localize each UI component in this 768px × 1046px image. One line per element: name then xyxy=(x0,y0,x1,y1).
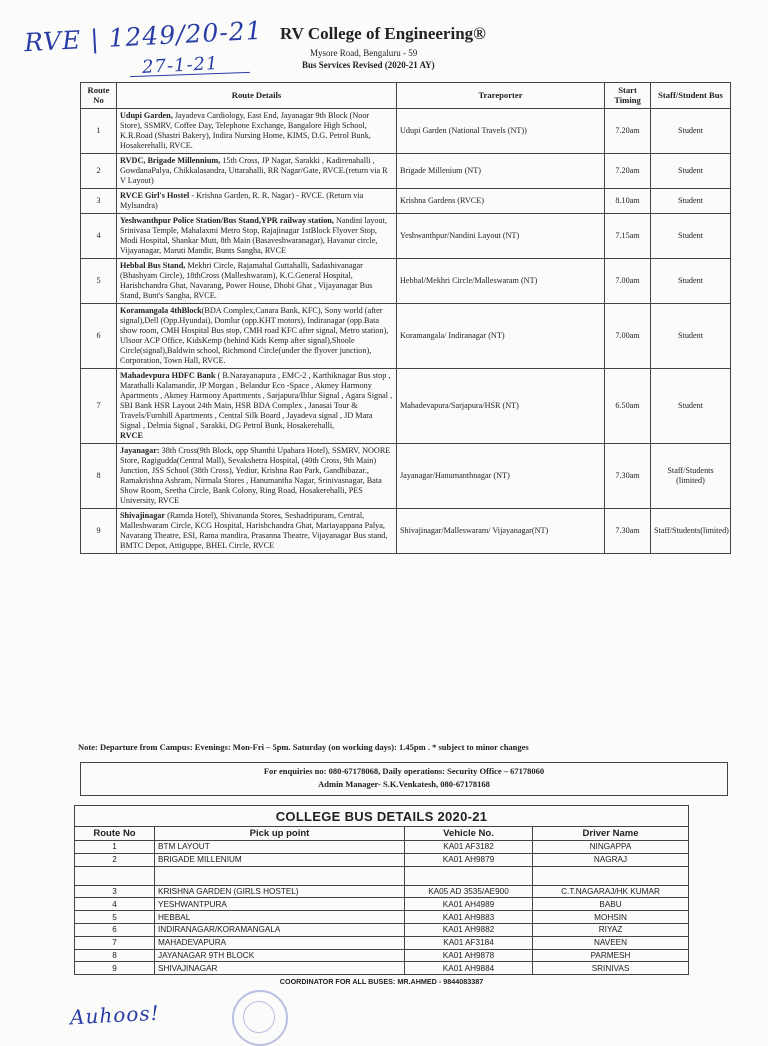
route-transporter: Brigade Millenium (NT) xyxy=(397,153,605,188)
bus-row xyxy=(75,962,689,975)
route-timing: 7.00am xyxy=(605,258,651,303)
bus-row xyxy=(75,949,689,962)
route-transporter: Koramangala/ Indiranagar (NT) xyxy=(397,303,605,368)
bus-row xyxy=(75,853,689,866)
bus-row xyxy=(75,841,689,854)
bus-pickup: MAHADEVAPURA xyxy=(155,936,405,949)
bus-header-route-no: Route No xyxy=(75,827,155,841)
route-bus-type: Student xyxy=(651,153,731,188)
route-timing: 6.50am xyxy=(605,368,651,443)
bus-vehicle: KA01 AH9884 xyxy=(405,962,533,975)
bus-vehicle: KA01 AH9883 xyxy=(405,911,533,924)
route-timing: 7.00am xyxy=(605,303,651,368)
route-row xyxy=(81,188,731,213)
route-timing: 7.30am xyxy=(605,508,651,553)
route-transporter: Jayanagar/Hanumanthnagar (NT) xyxy=(397,443,605,508)
route-transporter: Yeshwanthpur/Nandini Layout (NT) xyxy=(397,213,605,258)
routes-header-row xyxy=(81,83,731,109)
route-timing: 7.15am xyxy=(605,213,651,258)
route-bus-type: Student xyxy=(651,368,731,443)
route-timing: 7.20am xyxy=(605,108,651,153)
bus-driver: BABU xyxy=(533,898,689,911)
bus-vehicle: KA01 AH9879 xyxy=(405,853,533,866)
route-stops: - Krishna Garden, R. R. Nagar) - RVCE. (Return via Mylsandra) xyxy=(120,190,364,210)
route-no: 4 xyxy=(81,213,117,258)
bus-route-no: 5 xyxy=(75,911,155,924)
bus-vehicle: KA01 AH9878 xyxy=(405,949,533,962)
route-details xyxy=(117,368,397,443)
route-row xyxy=(81,108,731,153)
route-no: 8 xyxy=(81,443,117,508)
route-transporter: Mahadevapura/Sarjapura/HSR (NT) xyxy=(397,368,605,443)
route-stops: 15th Cross, JP Nagar, Sarakki , Kadirenahalli , GowdanaPalya, Chikkalasandra, Uttarahalli, RR Nagar/Gate, RVCE.(return via R V Layout) xyxy=(120,155,388,185)
route-stops: 38th Cross(9th Block, opp Shanthi Upahara Hotel), SSMRV, NOORE Store, Ragigudda(Central Mall), Sevakshetra Hospital, (40th Cross, 9th Main) Junction, JSS School (38th Cross), Yediur, Krishna Rao Park, Gandhibazar., Ramakrishna Ashram, Nirmala Stores , Hanumantha Nagar, Srinivasnagar, Bata Show Room, Seetha Circle, Bank Colony, Ring Road, Hosakerehalli, PES University, RVCE xyxy=(120,445,391,505)
route-no: 1 xyxy=(81,108,117,153)
bus-row xyxy=(75,923,689,936)
route-timing: 8.10am xyxy=(605,188,651,213)
route-bus-type: Student xyxy=(651,258,731,303)
bus-route-no: 7 xyxy=(75,936,155,949)
route-transporter: Hebbal/Mekhri Circle/Malleswaram (NT) xyxy=(397,258,605,303)
office-stamp-inner xyxy=(243,1001,275,1033)
route-no: 9 xyxy=(81,508,117,553)
bus-driver: SRINIVAS xyxy=(533,962,689,975)
route-bus-type: Student xyxy=(651,213,731,258)
coordinator-line: COORDINATOR FOR ALL BUSES: MR.AHMED - 9844083387 xyxy=(279,976,484,986)
route-transporter: Shivajinagar/Malleswaram/ Vijayanagar(NT) xyxy=(397,508,605,553)
route-start: Jayanagar: xyxy=(120,445,160,455)
bus-route-no: 3 xyxy=(75,885,155,898)
bus-header-vehicle: Vehicle No. xyxy=(405,827,533,841)
bus-row xyxy=(75,936,689,949)
bus-row-spacer xyxy=(75,866,689,885)
route-bus-type: Staff/Students (limited) xyxy=(651,443,731,508)
bus-route-no: 4 xyxy=(75,898,155,911)
bus-route-no: 9 xyxy=(75,962,155,975)
bus-vehicle: KA01 AH4989 xyxy=(405,898,533,911)
bus-header-driver: Driver Name xyxy=(533,827,689,841)
bus-pickup: BTM LAYOUT xyxy=(155,841,405,854)
route-transporter: Udupi Garden (National Travels (NT)) xyxy=(397,108,605,153)
bus-route-no: 6 xyxy=(75,923,155,936)
route-no: 2 xyxy=(81,153,117,188)
bus-vehicle: KA01 AH9882 xyxy=(405,923,533,936)
bus-pickup: JAYANAGAR 9TH BLOCK xyxy=(155,949,405,962)
route-start: Hebbal Bus Stand, xyxy=(120,260,186,270)
route-no: 7 xyxy=(81,368,117,443)
bus-pickup: HEBBAL xyxy=(155,911,405,924)
route-stops: ( B.Narayanapura , EMC-2 , Karthiknagar Bus stop , Marathalli Kalamandir, JP Morgan , Belandur Eco -Space , Akmey Harmony Apartments , Akmey Harmony Apartments , Sarjapura/Iblur Signal , Agara Signal , SBI Bank HSR Layout 24th Main, HSR BDA Complex , Janasai Tour & Travels/Furnhill Apartments , Central Silk Board , Jayadeva signal , JD Mara Signal , Delmia Signal , Sarakki, DG Petrol Bunk, Hosakerehalli, xyxy=(120,370,393,430)
bus-driver: PARMESH xyxy=(533,949,689,962)
route-details xyxy=(117,303,397,368)
bus-driver: NAVEEN xyxy=(533,936,689,949)
document-subtitle: Bus Services Revised (2020-21 AY) xyxy=(302,60,435,70)
departure-note: Note: Departure from Campus: Evenings: Mon-Fri – 5pm. Saturday (on working days): 1.45pm . * subject to minor changes xyxy=(78,742,529,752)
route-row xyxy=(81,368,731,443)
route-stops: Mekhri Circle, Rajamahal Guttahalli, Sadashivanagar (Bhashyam Circle), 18thCross (Malleshwaram), K.C.General Hospital, Harishchandra Ghat, Navarang, Power House, Dhobi Ghat , Vijayanagar Bus Stand, Bunt's Sangha, RVCE. xyxy=(120,260,373,300)
header-start-timing: Start Timing xyxy=(605,83,651,109)
header-route-details: Route Details xyxy=(117,83,397,109)
bus-pickup: KRISHNA GARDEN (GIRLS HOSTEL) xyxy=(155,885,405,898)
bus-row xyxy=(75,911,689,924)
route-details xyxy=(117,108,397,153)
bus-driver: MOHSIN xyxy=(533,911,689,924)
route-start: RVDC, Brigade Millennium, xyxy=(120,155,221,165)
bus-vehicle: KA01 AF3182 xyxy=(405,841,533,854)
route-no: 6 xyxy=(81,303,117,368)
route-stops: Jayadeva Cardiology, East End, Jayanagar 9th Block (Noor Store), SSMRV, Coffee Day, Telephone Exchange, Bangalore High School, K.R.Road (Shastri Bakery), Indira Nursing Home, KIMS, D.G. Petrol Bunk, Hosakerehalli, RVCE. xyxy=(120,110,371,150)
route-no: 5 xyxy=(81,258,117,303)
route-start: Shivajinagar xyxy=(120,510,166,520)
routes-table xyxy=(80,82,731,554)
bus-route-no: 8 xyxy=(75,949,155,962)
route-stops: (BDA Complex,Canara Bank, KFC), Sony world (after signal),Dell (Opp.Hyundai), Domlur (opp.KHT motors), Indiranagar (opp.Bata show room, CMH Hospital Bus stop, CMH road KFC after signal, Metro station), Ulsoor ACP Office, KidsKemp (behind Kids Kemp after signal),Shoole Circle(signal),Baldwin school, Richmond Circle(under the flyover junction), Corporation, Town Hall, RVCE. xyxy=(120,305,389,365)
bus-details-table xyxy=(74,805,689,987)
route-start: Udupi Garden, xyxy=(120,110,173,120)
bus-driver: C.T.NAGARAJ/HK KUMAR xyxy=(533,885,689,898)
bus-route-no: 2 xyxy=(75,853,155,866)
route-bus-type: Staff/Students(limited) xyxy=(651,508,731,553)
college-name: RV College of Engineering® xyxy=(280,24,486,43)
route-timing: 7.20am xyxy=(605,153,651,188)
document-header xyxy=(280,24,500,70)
route-details xyxy=(117,258,397,303)
bus-vehicle: KA01 AF3184 xyxy=(405,936,533,949)
enquiry-line-1: For enquiries no: 080-67178068, Daily operations: Security Office – 67178060 xyxy=(263,766,545,776)
route-bus-type: Student xyxy=(651,303,731,368)
bus-pickup: YESHWANTPURA xyxy=(155,898,405,911)
enquiry-line-2: Admin Manager- S.K.Venkatesh, 080-67178168 xyxy=(318,779,490,790)
bus-driver: RIYAZ xyxy=(533,923,689,936)
route-details xyxy=(117,213,397,258)
handwritten-signature: Auhoos! xyxy=(69,1000,161,1030)
bus-driver: NAGRAJ xyxy=(533,853,689,866)
route-details xyxy=(117,188,397,213)
bus-pickup: SHIVAJINAGAR xyxy=(155,962,405,975)
route-end: RVCE xyxy=(120,430,143,440)
route-row xyxy=(81,443,731,508)
route-start: Koramangala 4thBlock xyxy=(120,305,202,315)
route-transporter: Krishna Gardens (RVCE) xyxy=(397,188,605,213)
route-details xyxy=(117,443,397,508)
route-timing: 7.30am xyxy=(605,443,651,508)
bus-row xyxy=(75,885,689,898)
route-start: Yeshwanthpur Police Station/Bus Stand,YPR railway station, xyxy=(120,215,334,225)
route-row xyxy=(81,258,731,303)
header-route-no: Route No xyxy=(81,83,117,109)
route-bus-type: Student xyxy=(651,108,731,153)
route-stops: (Ramda Hotel), Shivananda Stores, Seshadripuram, Central, Malleshwaram Circle, KCG Hospital, Harishchandra Ghat, Mariayappana Palya, Navarang Theatre, ESI, Rama mandira, Prasanna Theatre, Vijayanagar Bus stand, BMTC Depot, Attiguppe, BHEL Circle, RVCE xyxy=(120,510,388,550)
route-row xyxy=(81,303,731,368)
bus-pickup: BRIGADE MILLENIUM xyxy=(155,853,405,866)
bus-header-pickup: Pick up point xyxy=(155,827,405,841)
route-row xyxy=(81,508,731,553)
enquiry-box xyxy=(80,762,728,796)
handwritten-date: 27-1-21 xyxy=(141,53,219,78)
route-details xyxy=(117,508,397,553)
header-transporter: Trareporter xyxy=(397,83,605,109)
bus-vehicle: KA05 AD 3535/AE900 xyxy=(405,885,533,898)
route-details xyxy=(117,153,397,188)
route-stops: Nandini layout, Srinivasa Temple, Mahalaxmi Metro Stop, Rajajinagar 1stBlock Flyover Stop, Modi Hospital, Shankar Mutt, 8th Main (Basaveshwaranagar), Havanur circle, Vijayanagar, Maruti Mandir, Bunts Sangha, RVCE xyxy=(120,215,387,255)
header-bus-type: Staff/Student Bus xyxy=(651,83,731,109)
route-row xyxy=(81,153,731,188)
bus-driver: NINGAPPA xyxy=(533,841,689,854)
bus-row xyxy=(75,898,689,911)
route-start: Mahadevpura HDFC Bank xyxy=(120,370,216,380)
bus-pickup: INDIRANAGAR/KORAMANGALA xyxy=(155,923,405,936)
route-start: RVCE Girl's Hostel xyxy=(120,190,190,200)
route-bus-type: Student xyxy=(651,188,731,213)
bus-details-title: COLLEGE BUS DETAILS 2020-21 xyxy=(75,806,689,827)
route-no: 3 xyxy=(81,188,117,213)
handwritten-reference: RVE | 1249/20-21 xyxy=(23,15,264,58)
bus-route-no: 1 xyxy=(75,841,155,854)
route-row xyxy=(81,213,731,258)
college-address: Mysore Road, Bengaluru - 59 xyxy=(310,48,418,58)
bus-header-row xyxy=(75,827,689,841)
